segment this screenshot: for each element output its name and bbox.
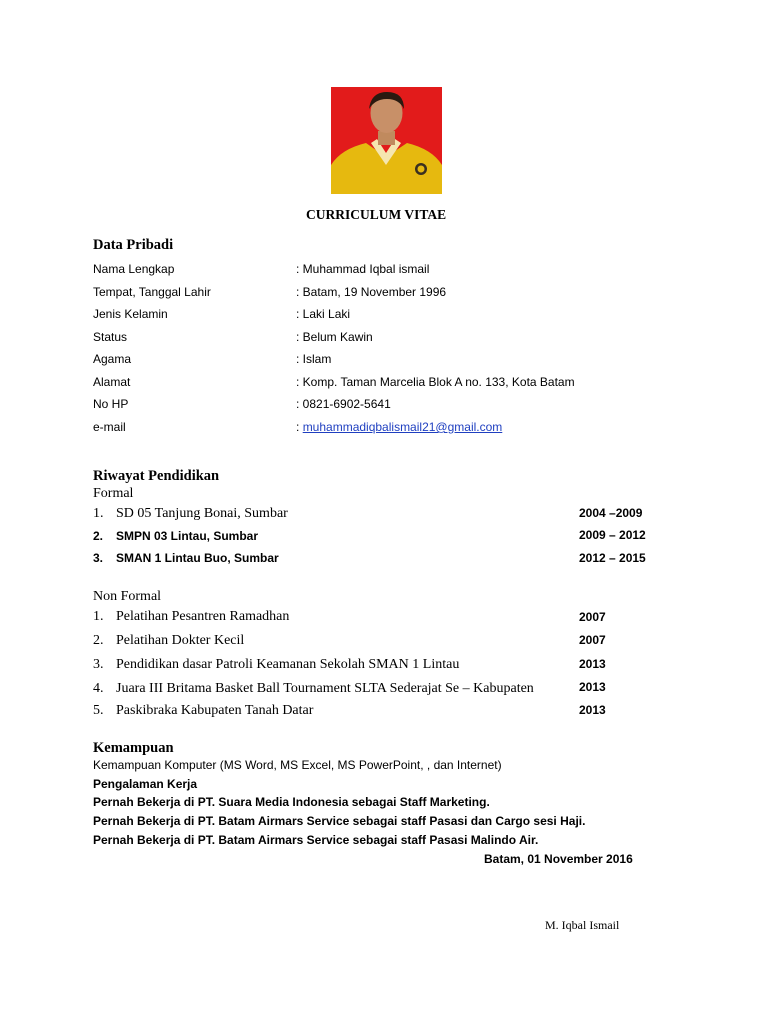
- nonformal-item: Paskibraka Kabupaten Tanah Datar: [116, 703, 314, 718]
- formal-years: 2009 – 2012: [579, 528, 646, 542]
- nonformal-num: 4.: [93, 681, 104, 696]
- computer-skills: Kemampuan Komputer (MS Word, MS Excel, MS PowerPoint, , dan Internet): [93, 758, 502, 772]
- formal-school: SMPN 03 Lintau, Sumbar: [116, 529, 259, 543]
- experience-item: Pernah Bekerja di PT. Batam Airmars Service sebagai staff Pasasi Malindo Air.: [93, 833, 539, 847]
- email-link[interactable]: muhammadiqbalismail21@gmail.com: [302, 420, 503, 434]
- nonformal-item: Juara III Britama Basket Ball Tournament SLTA Sederajat Se – Kabupaten: [116, 681, 534, 696]
- experience-heading: Pengalaman Kerja: [93, 777, 198, 791]
- email-label: e-mail: [93, 420, 126, 434]
- place-date: Batam, 01 November 2016: [484, 852, 633, 866]
- field-label: Tempat, Tanggal Lahir: [93, 285, 211, 299]
- formal-school: SD 05 Tanjung Bonai, Sumbar: [116, 506, 288, 521]
- document-title: CURRICULUM VITAE: [306, 207, 447, 222]
- nonformal-num: 3.: [93, 657, 104, 672]
- skills-heading: Kemampuan: [93, 740, 174, 756]
- nonformal-label: Non Formal: [93, 589, 162, 604]
- field-value: : Muhammad Iqbal ismail: [296, 262, 430, 276]
- nonformal-item: Pendidikan dasar Patroli Keamanan Sekolah SMAN 1 Lintau: [116, 657, 460, 672]
- signature-name: M. Iqbal Ismail: [545, 918, 620, 932]
- experience-item: Pernah Bekerja di PT. Batam Airmars Service sebagai staff Pasasi dan Cargo sesi Haji.: [93, 814, 586, 828]
- nonformal-num: 1.: [93, 609, 104, 624]
- formal-label: Formal: [93, 486, 134, 501]
- formal-num: 1.: [93, 506, 104, 521]
- formal-years: 2012 – 2015: [579, 551, 646, 565]
- email-colon: :: [296, 420, 300, 434]
- field-label: Agama: [93, 352, 132, 366]
- nonformal-item: Pelatihan Pesantren Ramadhan: [116, 609, 290, 624]
- nonformal-year: 2013: [579, 680, 606, 694]
- field-label: Nama Lengkap: [93, 262, 175, 276]
- field-value: : Belum Kawin: [296, 330, 373, 344]
- nonformal-num: 2.: [93, 633, 104, 648]
- personal-heading: Data Pribadi: [93, 237, 174, 253]
- field-value: : 0821-6902-5641: [296, 397, 391, 411]
- field-label: Jenis Kelamin: [93, 307, 168, 321]
- formal-num: 2.: [93, 529, 104, 543]
- field-label: No HP: [93, 397, 129, 411]
- email-value: [296, 420, 502, 434]
- nonformal-year: 2007: [579, 633, 606, 647]
- profile-photo: [331, 87, 442, 194]
- field-value: : Batam, 19 November 1996: [296, 285, 447, 299]
- field-label: Alamat: [93, 375, 131, 389]
- experience-item: Pernah Bekerja di PT. Suara Media Indonesia sebagai Staff Marketing.: [93, 795, 490, 809]
- nonformal-item: Pelatihan Dokter Kecil: [116, 633, 245, 648]
- nonformal-year: 2007: [579, 610, 606, 624]
- nonformal-year: 2013: [579, 657, 606, 671]
- nonformal-year: 2013: [579, 703, 606, 717]
- field-value: : Laki Laki: [296, 307, 351, 321]
- education-heading: Riwayat Pendidikan: [93, 468, 220, 484]
- field-value: : Komp. Taman Marcelia Blok A no. 133, Kota Batam: [296, 375, 575, 389]
- field-value: : Islam: [296, 352, 332, 366]
- formal-years: 2004 –2009: [579, 506, 643, 520]
- formal-school: SMAN 1 Lintau Buo, Sumbar: [116, 551, 279, 565]
- nonformal-num: 5.: [93, 703, 104, 718]
- field-label: Status: [93, 330, 128, 344]
- formal-num: 3.: [93, 551, 104, 565]
